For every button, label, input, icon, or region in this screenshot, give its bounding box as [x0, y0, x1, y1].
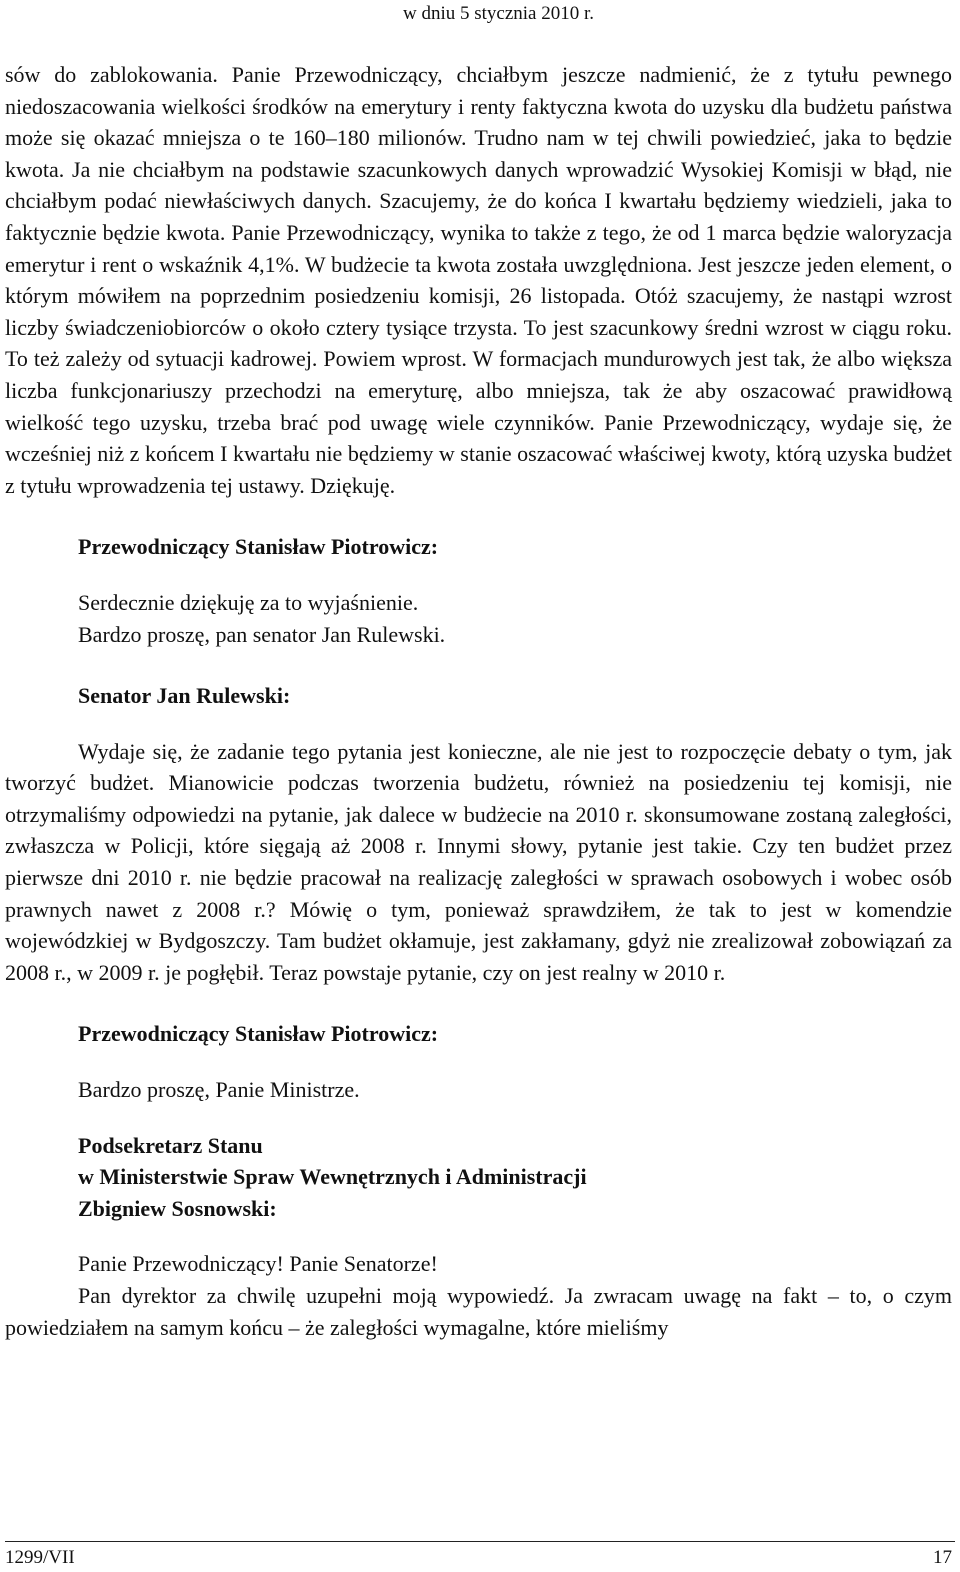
- speaker-heading-undersecretary-ministry: w Ministerstwie Spraw Wewnętrznych i Administracji: [78, 1164, 587, 1190]
- page-header-date: w dniu 5 stycznia 2010 r.: [402, 3, 594, 24]
- speaker-heading-senator: Senator Jan Rulewski:: [78, 683, 291, 709]
- footer-document-number: 1299/VII: [5, 1547, 75, 1568]
- paragraph-chairman-invite: Bardzo proszę, pan senator Jan Rulewski.: [78, 621, 446, 647]
- speaker-heading-undersecretary-title: Podsekretarz Stanu: [78, 1132, 263, 1158]
- speaker-heading-chairman: Przewodniczący Stanisław Piotrowicz:: [78, 534, 439, 560]
- footer-page-number: 17: [933, 1547, 952, 1568]
- footer-divider: [5, 1541, 955, 1542]
- speaker-heading-chairman-2: Przewodniczący Stanisław Piotrowicz:: [78, 1021, 439, 1047]
- paragraph-senator-question: Wydaje się, że zadanie tego pytania jest konieczne, ale nie jest to rozpoczęcie debaty o tym, jak tworzyć budżet. Mianowicie podczas tworzenia budżetu, również na posiedzeniu tej komisji, nie otrzymaliśmy odpowiedzi na pytanie, jak dalece w budżecie na 2010 r. skonsumowane zostaną zaległości, zwłaszcza w Policji, które sięgają aż 2008 r. Innymi słowy, pytanie jest takie. Czy ten budżet przez pierwsze dni 2010 r. nie będzie pracował na realizację zaległości w sprawach osobowych i wobec osób prawnych nawet z 2008 r.? Mówię o tym, ponieważ sprawdziłem, że tak to jest w komendzie wojewódzkiej w Bydgoszczy. Tam budżet okłamuje, jest zakłamany, gdyż nie zrealizował zobowiązań za 2008 r., w 2009 r. je pogłębił. Teraz powstaje pytanie, czy on jest realny w 2010 r.: [5, 738, 952, 985]
- paragraph-undersecretary-statement: Pan dyrektor za chwilę uzupełni moją wypowiedź. Ja zwracam uwagę na fakt – to, o czym powiedziałem na samym końcu – że zaległości wymagalne, które mieliśmy: [5, 1283, 952, 1340]
- paragraph-ministry-statement: sów do zablokowania. Panie Przewodniczący, chciałbym jeszcze nadmienić, że z tytułu pewnego niedoszacowania wielkości środków na emerytury i renty faktyczna kwota do uzysku dla budżetu państwa może się okazać mniejsza o te 160–180 milionów. Trudno nam w tej chwili powiedzieć, jaka to będzie kwota. Ja nie chciałbym na podstawie szacunkowych danych wprowadzić Wysokiej Komisji w błąd, nie chciałbym podać niewłaściwych danych. Szacujemy, że do końca I kwartału będziemy wiedzieli, jaka to faktycznie będzie kwota. Panie Przewodniczący, wynika to także z tego, że od 1 marca będzie waloryzacja emerytur i rent o wskaźnik 4,1%. W budżecie ta kwota została uwzględniona. Jest jeszcze jeden element, o którym mówiłem na poprzednim posiedzeniu komisji, 26 listopada. Otóż szacujemy, że nastąpi wzrost liczby świadczeniobiorców o około cztery tysiące trzysta. To jest szacunkowy średni wzrost w ciągu roku. To też zależy od sytuacji kadrowej. Powiem wprost. W formacjach mundurowych jest tak, że albo większa liczba funkcjonariuszy przechodzi na emeryturę, albo mniejsza, tak że aby oszacować prawidłową wielkość tego uzysku, trzeba brać pod uwagę wiele czynników. Panie Przewodniczący, wydaje się, że wcześniej niż z końcem I kwartału nie będziemy w stanie oszacować właściwej kwoty, którą uzyska budżet z tytułu wprowadzenia tej ustawy. Dziękuję.: [5, 62, 952, 498]
- paragraph-chairman-minister: Bardzo proszę, Panie Ministrze.: [78, 1077, 360, 1103]
- document-body: [5, 59, 952, 1343]
- speaker-heading-undersecretary-name: Zbigniew Sosnowski:: [78, 1195, 277, 1221]
- paragraph-chairman-thanks: Serdecznie dziękuję za to wyjaśnienie.: [78, 589, 419, 615]
- paragraph-undersecretary-greeting: Panie Przewodniczący! Panie Senatorze!: [78, 1251, 438, 1277]
